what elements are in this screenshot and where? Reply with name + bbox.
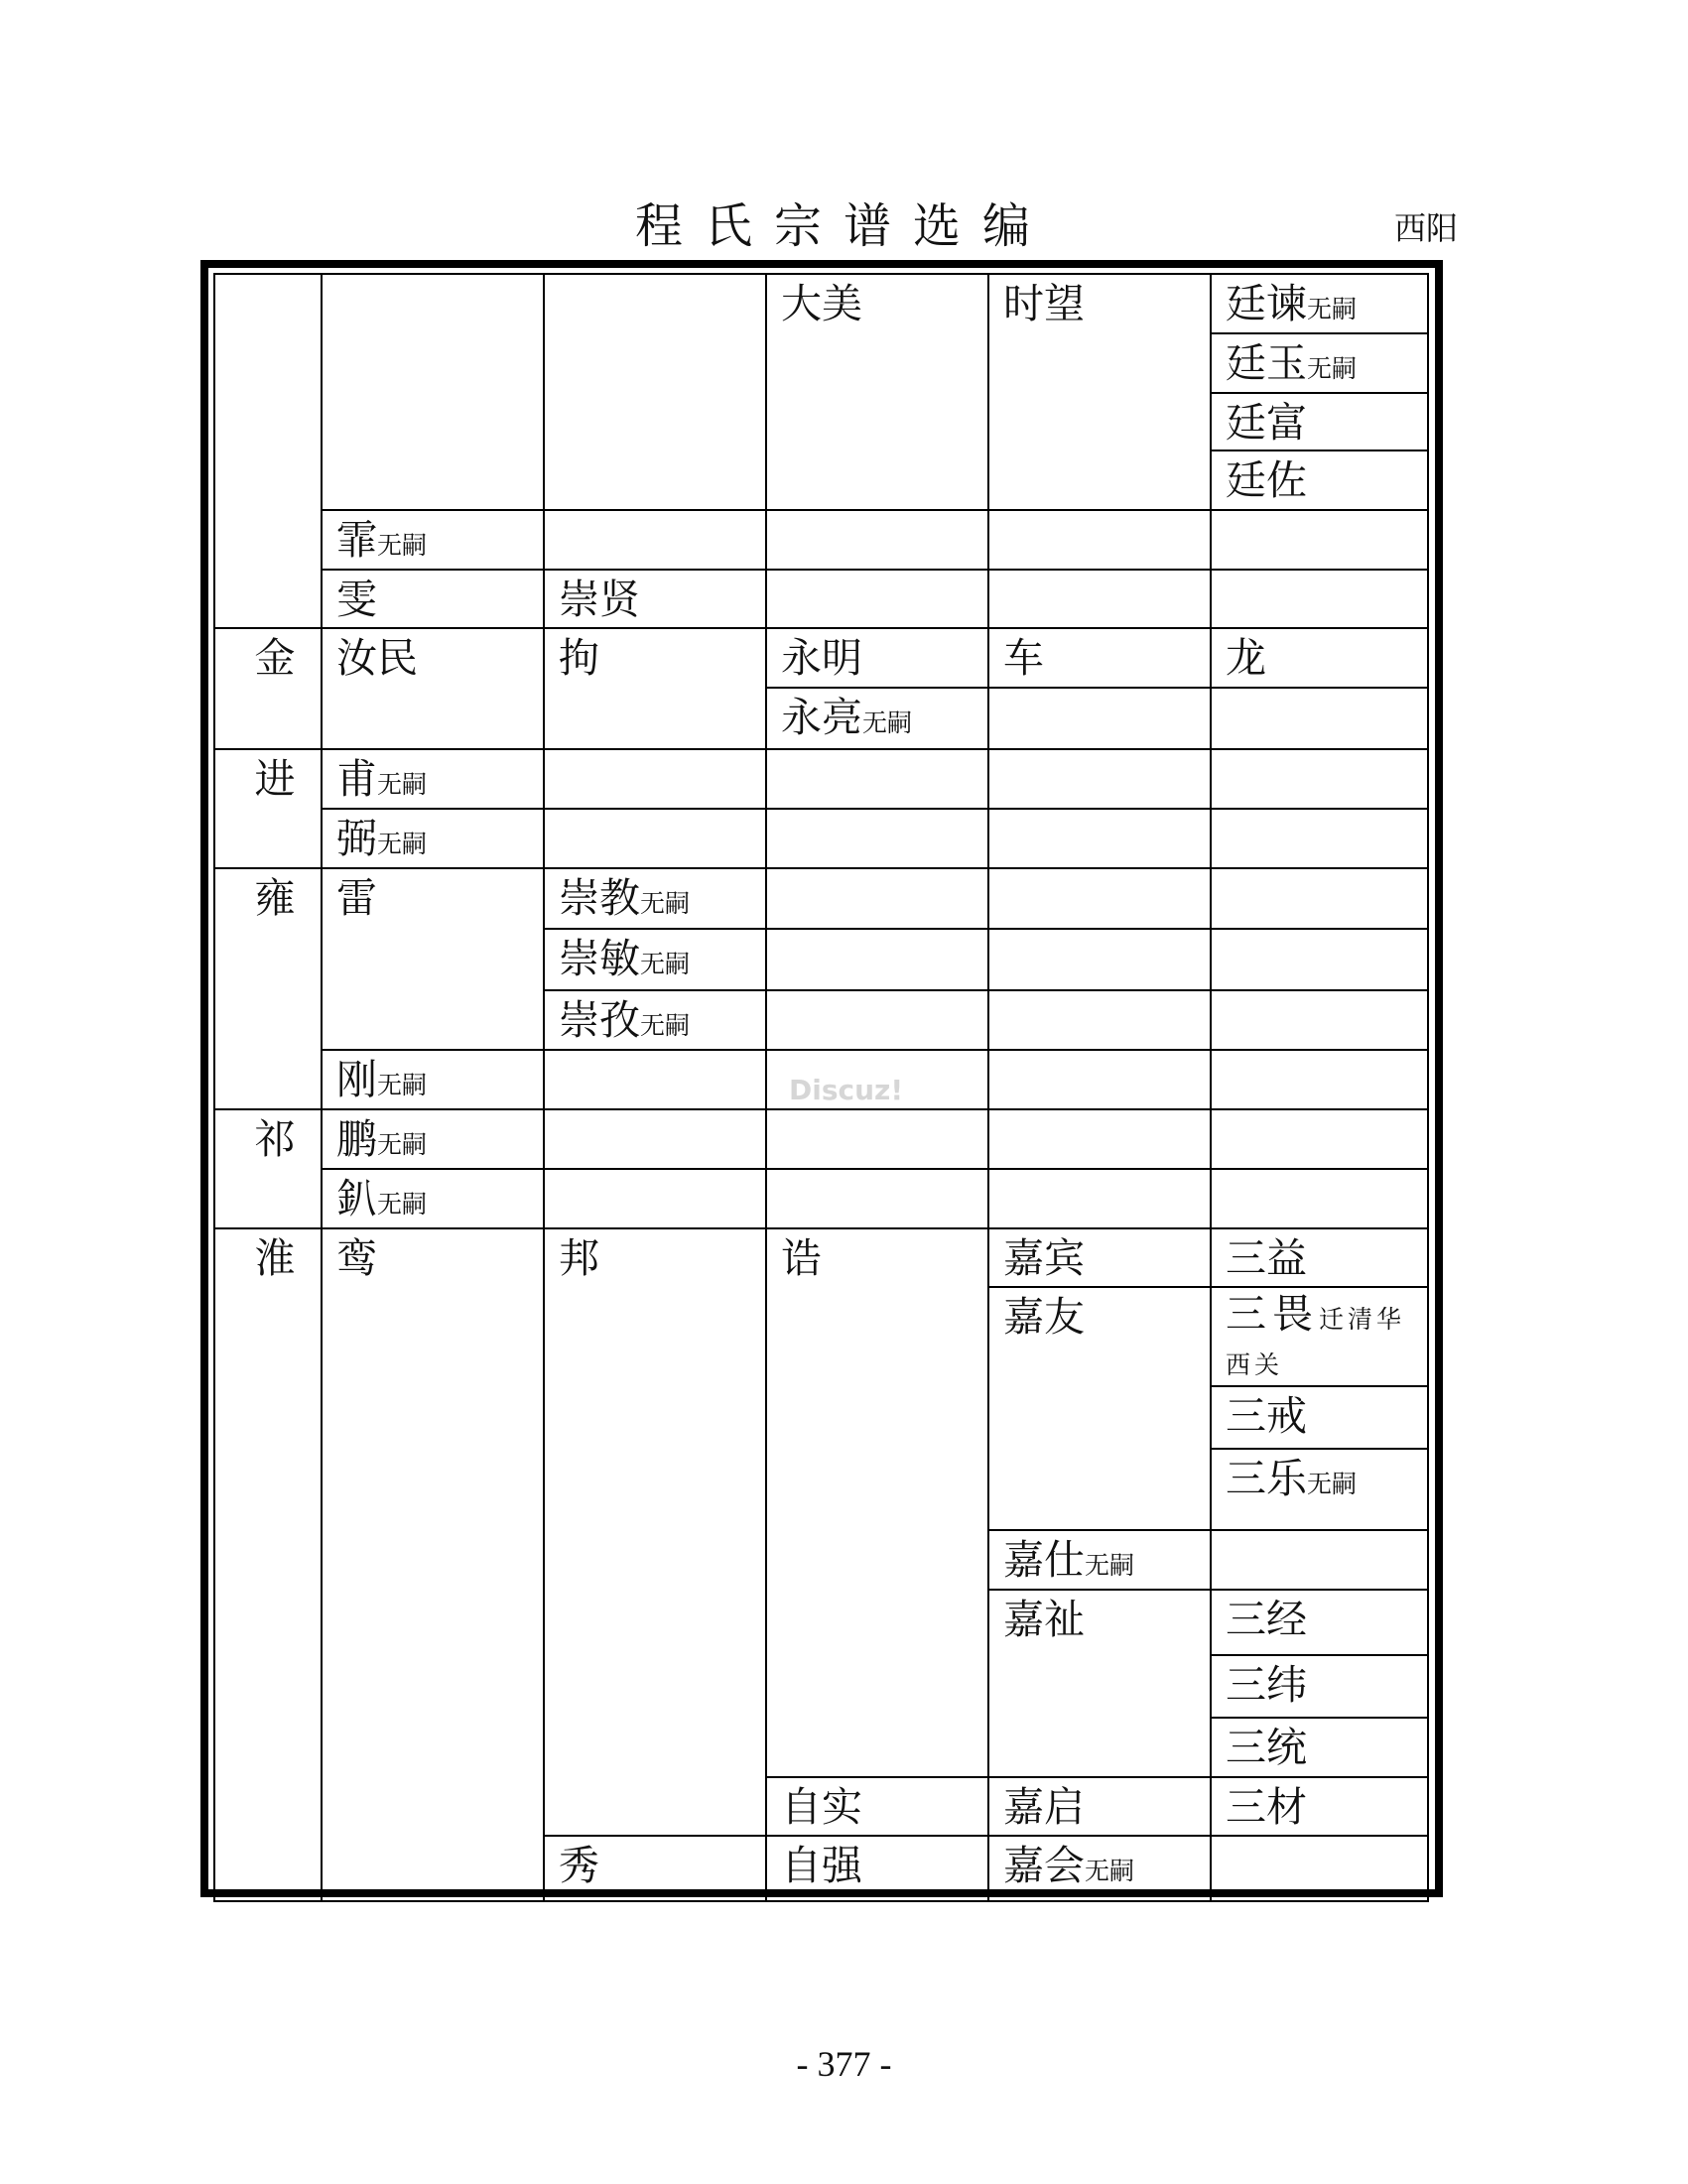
empty-cell — [988, 1169, 1211, 1228]
name: 崇孜 — [559, 996, 640, 1044]
name-cell — [322, 510, 544, 570]
name-cell — [988, 274, 1211, 510]
name-cell — [988, 1777, 1211, 1836]
name-cell — [766, 1836, 988, 1901]
name-cell — [1211, 1655, 1428, 1718]
name-cell — [1211, 1718, 1428, 1777]
empty-cell — [766, 809, 988, 868]
generation-cell — [214, 1228, 322, 1901]
empty-cell — [766, 749, 988, 809]
name-cell — [544, 570, 766, 628]
name-cell — [1211, 1449, 1428, 1530]
name: 三益 — [1226, 1234, 1307, 1282]
name: 嘉仕 — [1003, 1536, 1085, 1584]
empty-cell — [988, 510, 1211, 570]
name-cell — [322, 868, 544, 1050]
empty-cell — [988, 1050, 1211, 1109]
name-cell — [988, 1287, 1211, 1530]
heirless-note: 无嗣 — [1307, 1470, 1358, 1498]
name: 淮 — [254, 1234, 296, 1282]
name-cell — [544, 990, 766, 1050]
empty-cell — [1211, 1050, 1428, 1109]
name: 三纬 — [1226, 1661, 1307, 1709]
name-cell — [322, 1228, 544, 1901]
name: 雷 — [336, 874, 377, 922]
heirless-note: 无嗣 — [1085, 1551, 1135, 1580]
name: 嘉宾 — [1003, 1234, 1085, 1282]
name: 永明 — [781, 634, 862, 682]
name: 大美 — [781, 280, 862, 327]
name: 秀 — [559, 1842, 599, 1889]
name-cell — [544, 868, 766, 929]
empty-cell — [766, 868, 988, 929]
name-cell — [1211, 274, 1428, 333]
name: 龙 — [1226, 634, 1266, 682]
name-cell — [1211, 450, 1428, 510]
name-cell — [1211, 628, 1428, 688]
name: 进 — [254, 755, 296, 803]
empty-cell — [988, 990, 1211, 1050]
name: 雍 — [254, 874, 296, 922]
heirless-note: 无嗣 — [377, 1130, 428, 1159]
generation-cell — [214, 749, 322, 868]
empty-cell — [766, 570, 988, 628]
empty-cell — [988, 929, 1211, 990]
name: 甫 — [336, 755, 377, 803]
heirless-note: 无嗣 — [640, 889, 691, 918]
name: 崇教 — [559, 874, 640, 922]
name-cell — [1211, 393, 1428, 450]
empty-cell — [766, 510, 988, 570]
name-cell — [322, 1050, 544, 1109]
heirless-note: 无嗣 — [1307, 354, 1358, 383]
name: 廷玉 — [1226, 339, 1307, 387]
name: 嘉会 — [1003, 1842, 1085, 1889]
generation-cell — [544, 274, 766, 510]
empty-cell — [988, 868, 1211, 929]
name-cell — [544, 929, 766, 990]
heirless-note: 无嗣 — [862, 708, 913, 737]
heirless-note: 无嗣 — [377, 531, 428, 560]
name: 永亮 — [781, 694, 862, 741]
heirless-note: 无嗣 — [1085, 1857, 1135, 1885]
name: 三统 — [1226, 1724, 1307, 1771]
name: 鹏 — [336, 1115, 377, 1163]
name-cell — [544, 1836, 766, 1901]
generation-cell — [214, 1109, 322, 1228]
name: 自实 — [781, 1783, 862, 1831]
name: 廷富 — [1226, 399, 1307, 447]
name: 拘 — [559, 634, 599, 682]
empty-cell — [766, 1169, 988, 1228]
generation-cell — [214, 274, 322, 628]
name: 祁 — [254, 1115, 296, 1163]
name: 三畏 — [1226, 1290, 1319, 1338]
name: 刚 — [336, 1056, 377, 1103]
name: 鸾 — [336, 1234, 377, 1282]
name-cell — [322, 809, 544, 868]
name: 嘉祉 — [1003, 1596, 1085, 1643]
name-cell — [766, 1777, 988, 1836]
name: 自强 — [781, 1842, 862, 1889]
name-cell — [988, 1530, 1211, 1590]
empty-cell — [1211, 990, 1428, 1050]
name-cell — [322, 1169, 544, 1228]
empty-cell — [1211, 1530, 1428, 1590]
name: 弼 — [336, 815, 377, 862]
name-cell — [766, 628, 988, 688]
heirless-note: 无嗣 — [640, 950, 691, 978]
name: 三戒 — [1226, 1392, 1307, 1440]
name: 诰 — [781, 1234, 822, 1282]
generation-cell — [214, 868, 322, 1109]
empty-cell — [766, 929, 988, 990]
empty-cell — [988, 749, 1211, 809]
empty-cell — [1211, 749, 1428, 809]
name-cell — [988, 1228, 1211, 1287]
name-cell — [544, 1228, 766, 1836]
name: 三乐 — [1226, 1455, 1307, 1502]
name-cell — [988, 1836, 1211, 1901]
empty-cell — [1211, 1836, 1428, 1901]
empty-cell — [544, 1169, 766, 1228]
name: 嘉启 — [1003, 1783, 1085, 1831]
name-cell — [1211, 1386, 1428, 1449]
empty-cell — [766, 1109, 988, 1169]
name: 崇贤 — [559, 576, 640, 623]
region-label: 西阳 — [1394, 209, 1459, 247]
name: 汝民 — [336, 634, 418, 682]
generation-cell — [214, 628, 322, 749]
name-cell — [1211, 1287, 1428, 1386]
empty-cell — [1211, 868, 1428, 929]
name-cell — [322, 628, 544, 749]
page-title: 程氏宗谱选编 — [634, 198, 1052, 254]
name: 霏 — [336, 516, 377, 564]
name-cell — [322, 1109, 544, 1169]
name-cell — [322, 749, 544, 809]
name-cell — [322, 570, 544, 628]
empty-cell — [1211, 1169, 1428, 1228]
empty-cell — [544, 1109, 766, 1169]
name: 邦 — [559, 1234, 599, 1282]
empty-cell — [1211, 809, 1428, 868]
empty-cell — [544, 510, 766, 570]
name: 崇敏 — [559, 935, 640, 982]
empty-cell — [988, 809, 1211, 868]
empty-cell — [544, 809, 766, 868]
name-cell — [988, 1590, 1211, 1777]
empty-cell — [988, 1109, 1211, 1169]
name: 廷佐 — [1226, 456, 1307, 504]
empty-cell — [1211, 1109, 1428, 1169]
name: 廷谏 — [1226, 280, 1307, 327]
heirless-note: 无嗣 — [640, 1011, 691, 1040]
name-cell — [766, 688, 988, 749]
watermark: Discuz! — [789, 1074, 904, 1106]
name-cell — [1211, 333, 1428, 393]
empty-cell — [988, 688, 1211, 749]
empty-cell — [544, 749, 766, 809]
heirless-note: 无嗣 — [377, 1190, 428, 1219]
name: 嘉友 — [1003, 1293, 1085, 1341]
name-cell — [1211, 1590, 1428, 1655]
empty-cell — [1211, 570, 1428, 628]
heirless-note: 无嗣 — [377, 770, 428, 799]
empty-cell — [1211, 510, 1428, 570]
name: 釟 — [336, 1175, 377, 1222]
name: 车 — [1003, 634, 1044, 682]
heirless-note: 无嗣 — [377, 1071, 428, 1099]
name: 金 — [254, 634, 296, 682]
empty-cell — [988, 570, 1211, 628]
generation-cell — [322, 274, 544, 510]
empty-cell — [766, 990, 988, 1050]
name: 三经 — [1226, 1596, 1307, 1643]
name-cell — [1211, 1228, 1428, 1287]
name-cell — [1211, 1777, 1428, 1836]
heirless-note: 无嗣 — [377, 830, 428, 858]
name-cell — [544, 628, 766, 749]
name-cell — [766, 274, 988, 510]
name: 时望 — [1003, 280, 1085, 327]
empty-cell — [1211, 688, 1428, 749]
relocation-note: 迁清华西关 — [1226, 1305, 1406, 1379]
name-cell — [766, 1228, 988, 1777]
name: 雯 — [336, 576, 377, 623]
empty-cell — [1211, 929, 1428, 990]
heirless-note: 无嗣 — [1307, 295, 1358, 323]
name: 三材 — [1226, 1783, 1307, 1831]
page-number: - 377 - — [796, 2044, 892, 2084]
name-cell — [988, 628, 1211, 688]
empty-cell — [544, 1050, 766, 1109]
